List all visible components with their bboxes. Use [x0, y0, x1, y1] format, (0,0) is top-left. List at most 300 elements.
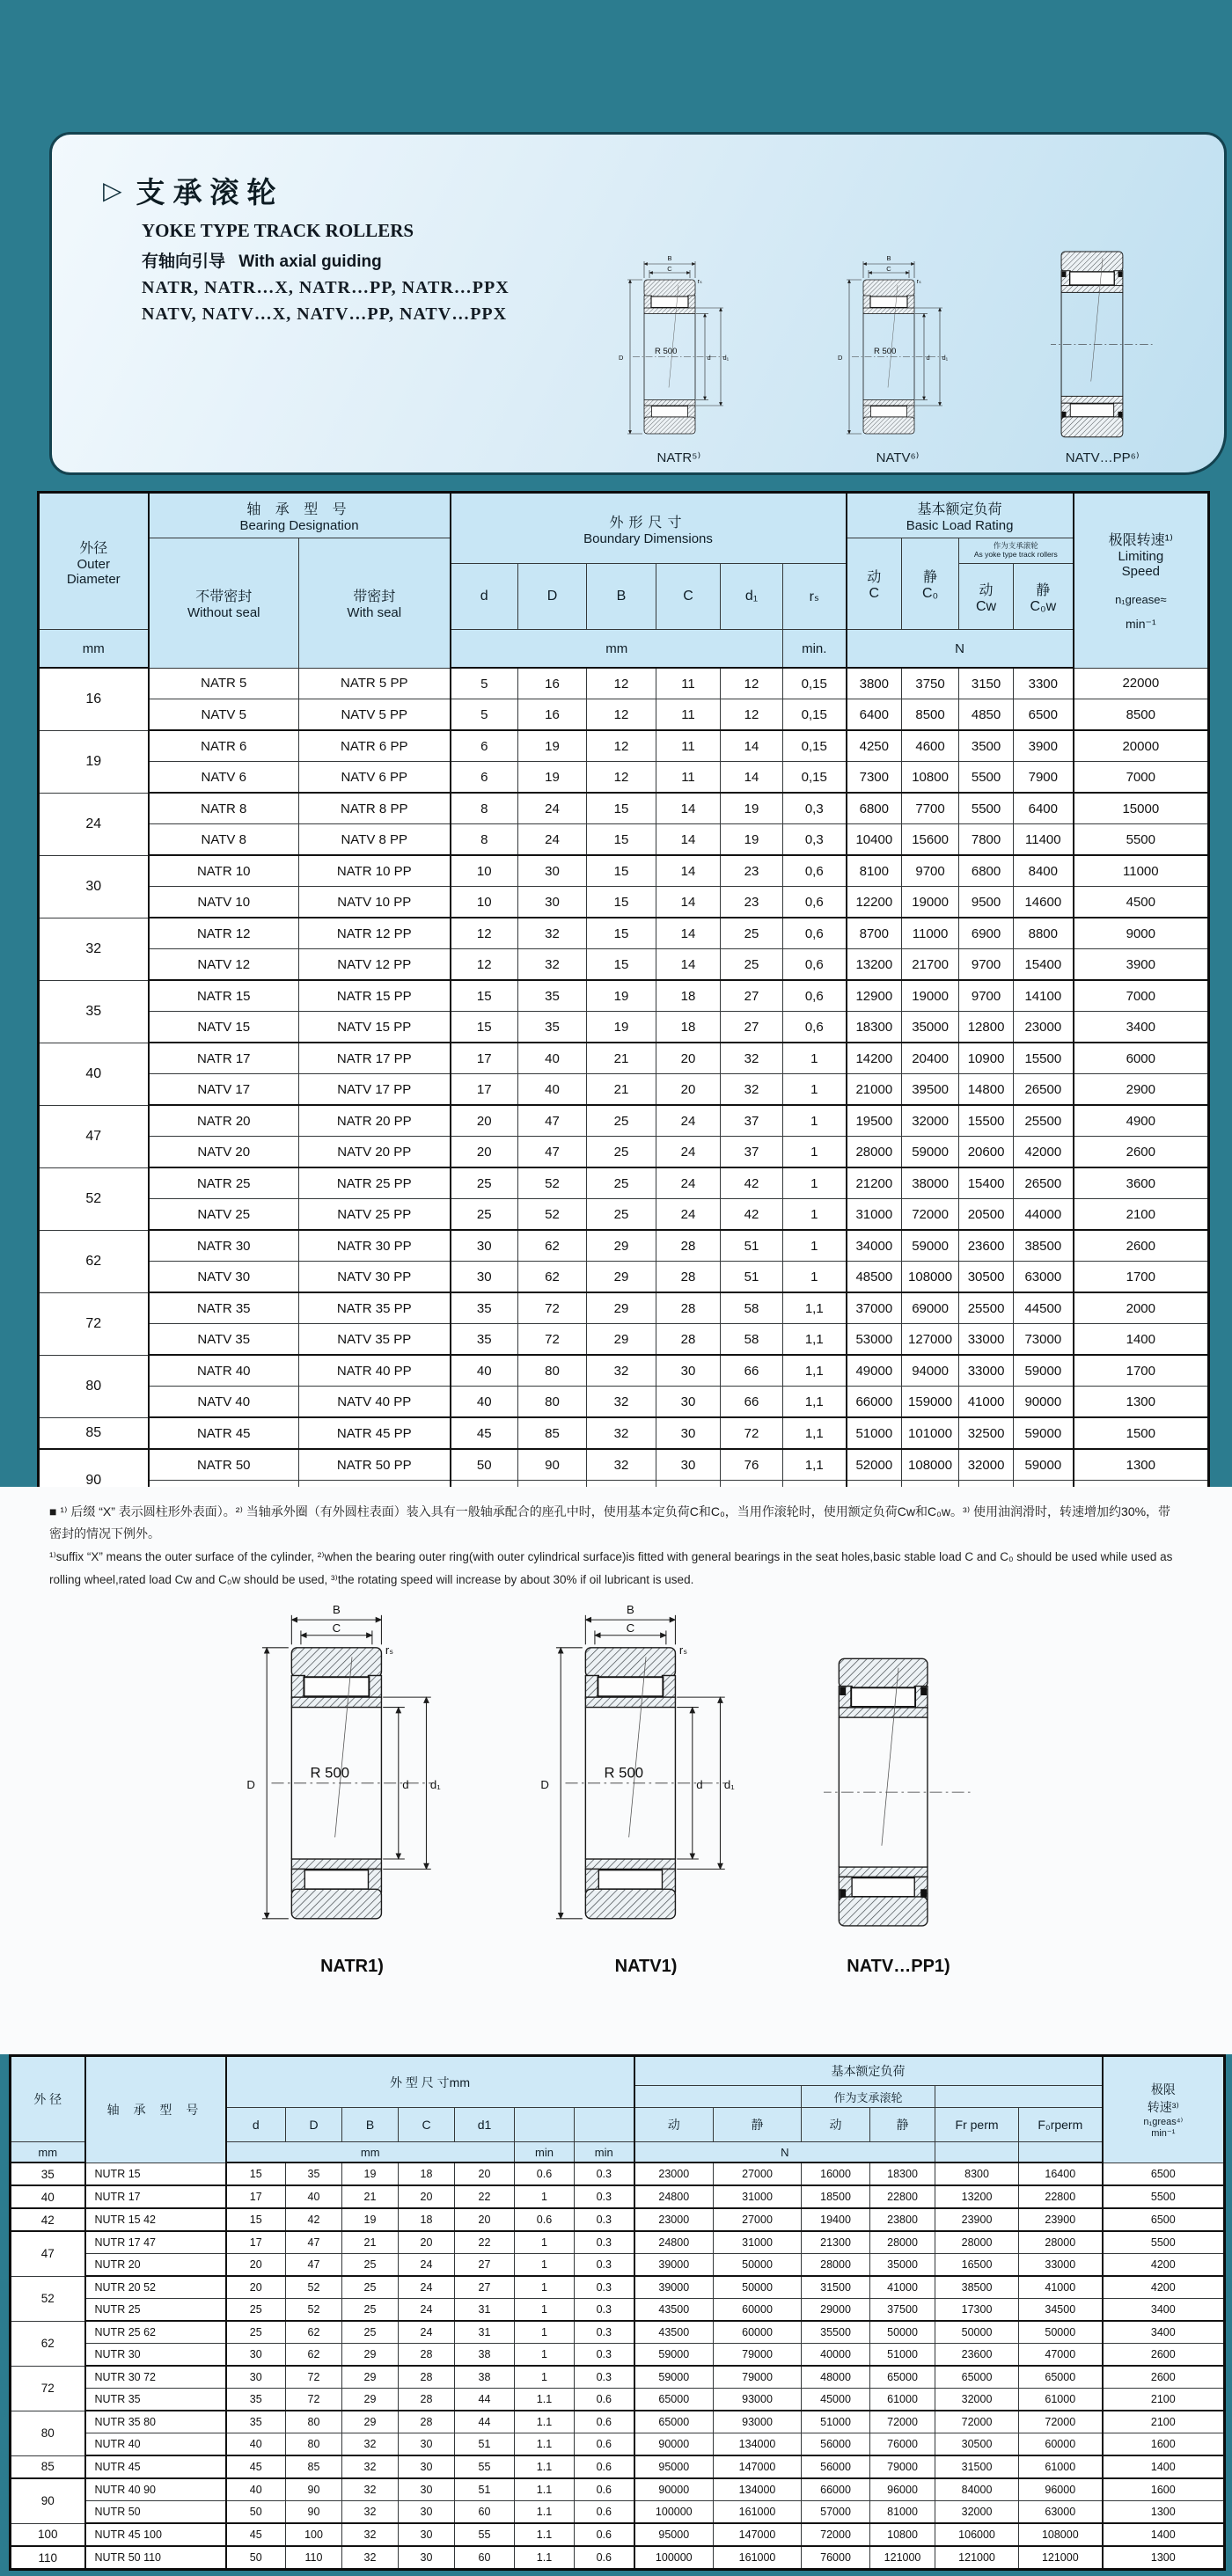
dim-D: 62 [518, 1230, 587, 1262]
dim-d: 40 [226, 2433, 286, 2456]
r1s-min: 0.6 [575, 2523, 634, 2546]
header2-model: 轴 承 型 号 [85, 2056, 226, 2163]
static-load-c0: 93000 [714, 2411, 802, 2433]
dim-B: 15 [587, 949, 656, 981]
static-load-c0: 60000 [714, 2299, 802, 2322]
header-load-dynamic-c [847, 538, 902, 630]
fr-perm: 38500 [935, 2276, 1019, 2299]
dim-B: 25 [342, 2321, 399, 2344]
dim-B: 21 [587, 1074, 656, 1106]
outer-diameter-value: 47 [11, 2231, 85, 2276]
static-load-c0w: 72000 [870, 2411, 935, 2433]
dim-rs: 1,1 [783, 1355, 847, 1387]
table-row [11, 2478, 1225, 2501]
dim-d1: 60 [455, 2501, 515, 2524]
model-without-seal: NATV 17 [149, 1074, 299, 1106]
header-designation-cn: 轴 承 型 号 [246, 502, 352, 517]
dim-d: 5 [451, 668, 518, 699]
header-without-seal-cn: 不带密封 [195, 589, 253, 605]
dim-label-D: D [540, 1777, 549, 1791]
outer-diameter-value: 19 [39, 730, 149, 793]
static-load-c0: 35000 [902, 1012, 959, 1043]
table-row [39, 1355, 1209, 1387]
fr-perm: 23600 [935, 2344, 1019, 2367]
outer-diameter-value: 35 [11, 2163, 85, 2185]
dim-D: 47 [286, 2254, 342, 2277]
fr-perm: 8300 [935, 2163, 1019, 2185]
model-without-seal: NATR 50 [149, 1449, 299, 1481]
static-load-c0: 79000 [714, 2366, 802, 2389]
dim-d: 25 [451, 1167, 518, 1199]
table-row [11, 2455, 1225, 2478]
f0r-perm: 121000 [1019, 2546, 1103, 2570]
f0r-perm: 72000 [1019, 2411, 1103, 2433]
dim-rs: 0,15 [783, 668, 847, 699]
header2-dim-C: C [399, 2108, 455, 2142]
dim-D: 72 [286, 2389, 342, 2411]
dim-d1: 14 [721, 762, 783, 794]
dyn-load-c: 6400 [847, 699, 902, 731]
header-with-seal [299, 538, 451, 669]
static-load-c0w: 51000 [870, 2344, 935, 2367]
r1s-min: 0.6 [575, 2546, 634, 2570]
dyn-load-cw: 40000 [802, 2344, 870, 2367]
dim-label-rs: rₛ [678, 1643, 688, 1657]
empty-header-cell [634, 2086, 802, 2108]
fr-perm: 28000 [935, 2231, 1019, 2254]
dim-d: 10 [451, 887, 518, 918]
dyn-load-c: 7300 [847, 762, 902, 794]
dim-D: 80 [286, 2433, 342, 2456]
dim-B: 12 [587, 668, 656, 699]
header2-st2: 静 [870, 2108, 935, 2142]
dim-d: 20 [226, 2276, 286, 2299]
limiting-speed: 2100 [1103, 2411, 1225, 2433]
static-load-c0: 38000 [902, 1167, 959, 1199]
dim-d: 5 [451, 699, 518, 731]
header2-dims-group: 外 型 尺 寸mm [226, 2056, 634, 2108]
f0r-perm: 63000 [1019, 2501, 1103, 2524]
r1s-min: 0.3 [575, 2299, 634, 2322]
dyn-load-c: 39000 [634, 2254, 714, 2277]
dim-d1: 51 [721, 1230, 783, 1262]
dim-label-d1: d₁ [942, 354, 949, 362]
model-with-seal: NATR 5 PP [299, 668, 451, 699]
static-load-c0w: 8400 [1014, 855, 1074, 887]
dim-label-D: D [837, 354, 843, 362]
dim-d: 40 [451, 1387, 518, 1418]
f0r-perm: 33000 [1019, 2254, 1103, 2277]
dyn-load-cw: 51000 [802, 2411, 870, 2433]
dim-rs: 0,6 [783, 855, 847, 887]
dim-label-d1: d₁ [722, 354, 730, 362]
header2-fr-perm: Fr perm [935, 2108, 1019, 2142]
static-load-c0: 31000 [714, 2231, 802, 2254]
dim-C: 20 [656, 1074, 721, 1106]
static-load-c0: 79000 [714, 2344, 802, 2367]
header2-unit-min2: min [575, 2142, 634, 2163]
dim-D: 47 [518, 1105, 587, 1137]
dim-B: 12 [587, 762, 656, 794]
limiting-speed: 4200 [1103, 2276, 1225, 2299]
model-without-seal: NATV 25 [149, 1199, 299, 1231]
dyn-load-c: 23000 [634, 2208, 714, 2231]
limiting-speed: 20000 [1074, 730, 1209, 762]
outer-diameter-value: 40 [11, 2185, 85, 2208]
dyn-load-cw: 56000 [802, 2433, 870, 2456]
limiting-speed: 9000 [1074, 918, 1209, 949]
r1s-min: 0.6 [575, 2501, 634, 2524]
dim-D: 24 [518, 793, 587, 824]
dim-B: 32 [342, 2433, 399, 2456]
dyn-load-c: 65000 [634, 2411, 714, 2433]
f0r-perm: 47000 [1019, 2344, 1103, 2367]
dim-d1: 37 [721, 1105, 783, 1137]
dim-B: 15 [587, 918, 656, 949]
dim-d: 30 [451, 1230, 518, 1262]
model-with-seal: NATV 40 PP [299, 1387, 451, 1418]
dim-label-C: C [626, 1621, 635, 1635]
dim-B: 29 [587, 1230, 656, 1262]
dyn-load-cw: 32500 [959, 1417, 1014, 1449]
dyn-load-cw: 10900 [959, 1043, 1014, 1074]
model-without-seal: NATV 8 [149, 824, 299, 856]
dim-d: 30 [451, 1262, 518, 1293]
dyn-load-cw: 57000 [802, 2501, 870, 2524]
dim-C: 24 [656, 1199, 721, 1231]
dim-C: 24 [399, 2299, 455, 2322]
static-load-c0: 147000 [714, 2523, 802, 2546]
dim-label-d1: d₁ [429, 1777, 441, 1791]
header2-dim-d: d [226, 2108, 286, 2142]
header-speed-sub: n₁grease≈ [1115, 593, 1167, 607]
model-with-seal: NATR 8 PP [299, 793, 451, 824]
static-load-c0: 101000 [902, 1417, 959, 1449]
dyn-load-c: 19500 [847, 1105, 902, 1137]
model-with-seal: NATR 30 PP [299, 1230, 451, 1262]
dyn-load-cw: 6800 [959, 855, 1014, 887]
dyn-load-cw: 23600 [959, 1230, 1014, 1262]
header-figure-pp [1051, 241, 1155, 465]
header-dim-B: B [587, 564, 656, 630]
outer-diameter-value: 72 [11, 2366, 85, 2411]
dim-D: 72 [518, 1324, 587, 1356]
limiting-speed: 1700 [1074, 1262, 1209, 1293]
rs-min: 1 [515, 2344, 575, 2367]
dim-B: 19 [587, 980, 656, 1012]
table-row [39, 1012, 1209, 1043]
dim-C: 30 [399, 2433, 455, 2456]
static-load-c0w: 61000 [870, 2389, 935, 2411]
dim-rs: 1 [783, 1043, 847, 1074]
header2-unit-n: N [634, 2142, 935, 2163]
header-bearing-designation [149, 493, 451, 538]
dim-label-D: D [246, 1777, 255, 1791]
dim-d1: 22 [455, 2231, 515, 2254]
outer-diameter-value: 32 [39, 918, 149, 980]
dim-d: 17 [451, 1074, 518, 1106]
outer-diameter-value: 16 [39, 668, 149, 730]
dim-C: 18 [399, 2208, 455, 2231]
dim-D: 62 [518, 1262, 587, 1293]
static-load-c0: 15600 [902, 824, 959, 856]
rs-min: 1.1 [515, 2455, 575, 2478]
dim-D: 30 [518, 887, 587, 918]
limiting-speed: 1400 [1074, 1324, 1209, 1356]
table-row [11, 2433, 1225, 2456]
dim-D: 19 [518, 730, 587, 762]
header-without-seal-en: Without seal [187, 605, 260, 621]
static-load-c0w: 10800 [870, 2523, 935, 2546]
model-without-seal: NATR 35 [149, 1292, 299, 1324]
dim-d: 20 [451, 1105, 518, 1137]
static-load-c0w: 6500 [1014, 699, 1074, 731]
dim-label-d: d [926, 354, 930, 362]
rs-min: 1.1 [515, 2411, 575, 2433]
dim-label-d: d [696, 1777, 703, 1791]
model-without-seal: NATR 12 [149, 918, 299, 949]
dim-C: 18 [399, 2163, 455, 2185]
rs-min: 1.1 [515, 2523, 575, 2546]
static-load-c0: 50000 [714, 2276, 802, 2299]
rs-min: 1.1 [515, 2546, 575, 2570]
dim-B: 25 [587, 1105, 656, 1137]
fr-perm: 13200 [935, 2185, 1019, 2208]
bearing-cross-section-natv [530, 1601, 762, 1934]
static-load-c0w: 41000 [870, 2276, 935, 2299]
dim-B: 29 [342, 2389, 399, 2411]
static-load-c0w: 65000 [870, 2366, 935, 2389]
table-row [11, 2276, 1225, 2299]
dim-d1: 14 [721, 730, 783, 762]
empty-header-cell [575, 2108, 634, 2142]
dim-B: 15 [587, 855, 656, 887]
radius-label: R 500 [310, 1764, 350, 1782]
dim-C: 24 [656, 1137, 721, 1168]
dyn-load-c: 90000 [634, 2478, 714, 2501]
dim-B: 32 [342, 2501, 399, 2524]
table-row [11, 2546, 1225, 2570]
dyn-load-cw: 72000 [802, 2523, 870, 2546]
bearing-cross-section-pp [1051, 241, 1155, 443]
table-row [39, 980, 1209, 1012]
dim-rs: 1 [783, 1262, 847, 1293]
r1s-min: 0.6 [575, 2478, 634, 2501]
limiting-speed: 4900 [1074, 1105, 1209, 1137]
dyn-load-cw: 18500 [802, 2185, 870, 2208]
dim-C: 28 [399, 2411, 455, 2433]
dim-d: 8 [451, 793, 518, 824]
r1s-min: 0.3 [575, 2185, 634, 2208]
dim-label-rs: rₛ [697, 277, 703, 285]
header2-speed-cn2: 转速³⁾ [1147, 2099, 1179, 2114]
dim-B: 32 [342, 2523, 399, 2546]
dyn-load-cw: 6900 [959, 918, 1014, 949]
model-with-seal: NATR 25 PP [299, 1167, 451, 1199]
header2-load-group: 基本额定负荷 [634, 2056, 1103, 2086]
main-table [37, 491, 1210, 1513]
dim-C: 24 [656, 1167, 721, 1199]
fr-perm: 16500 [935, 2254, 1019, 2277]
dim-D: 90 [518, 1449, 587, 1481]
model-without-seal: NATV 35 [149, 1324, 299, 1356]
dim-C: 18 [656, 980, 721, 1012]
static-load-c0w: 25500 [1014, 1105, 1074, 1137]
dyn-load-c: 6800 [847, 793, 902, 824]
header-limiting-speed [1074, 493, 1209, 669]
dyn-load-c: 13200 [847, 949, 902, 981]
dyn-load-cw: 41000 [959, 1387, 1014, 1418]
header2-unit-mm: mm [226, 2142, 515, 2163]
dyn-load-c: 8700 [847, 918, 902, 949]
f0r-perm: 61000 [1019, 2455, 1103, 2478]
limiting-speed: 4500 [1074, 887, 1209, 918]
dim-d1: 51 [721, 1262, 783, 1293]
dim-B: 19 [587, 1012, 656, 1043]
dim-d: 25 [451, 1199, 518, 1231]
dim-B: 25 [342, 2254, 399, 2277]
dim-d1: 55 [455, 2523, 515, 2546]
dim-D: 40 [518, 1074, 587, 1106]
r1s-min: 0.3 [575, 2366, 634, 2389]
outer-diameter-value: 90 [39, 1449, 149, 1512]
header-text-block [103, 156, 561, 465]
header2-limiting-speed [1103, 2056, 1225, 2163]
bearing-model: NUTR 20 [85, 2254, 226, 2277]
table-row [11, 2389, 1225, 2411]
dyn-load-cw: 7800 [959, 824, 1014, 856]
dim-B: 25 [342, 2299, 399, 2322]
dyn-load-cw: 12800 [959, 1012, 1014, 1043]
dim-d1: 25 [721, 918, 783, 949]
limiting-speed: 6500 [1103, 2163, 1225, 2185]
limiting-speed: 5500 [1103, 2185, 1225, 2208]
bearing-model: NUTR 30 72 [85, 2366, 226, 2389]
static-load-c0w: 59000 [1014, 1417, 1074, 1449]
dyn-load-cw: 19400 [802, 2208, 870, 2231]
subtitle-en: With axial guiding [238, 252, 382, 271]
outer-diameter-value: 80 [39, 1355, 149, 1417]
static-load-c0: 27000 [714, 2163, 802, 2185]
table-row [39, 1387, 1209, 1418]
outer-diameter-value: 42 [11, 2208, 85, 2231]
header-dim-d1: d₁ [721, 564, 783, 630]
limiting-speed: 3600 [1074, 1167, 1209, 1199]
static-load-c0: 19000 [902, 887, 959, 918]
dim-B: 21 [342, 2231, 399, 2254]
model-without-seal: NATV 12 [149, 949, 299, 981]
dim-D: 47 [286, 2231, 342, 2254]
static-load-c0: 72000 [902, 1199, 959, 1231]
dim-d: 35 [226, 2411, 286, 2433]
dim-C: 14 [656, 793, 721, 824]
dim-B: 32 [587, 1387, 656, 1418]
bearing-model: NUTR 30 [85, 2344, 226, 2367]
header-figure-natr [612, 253, 744, 465]
dim-B: 29 [587, 1292, 656, 1324]
limiting-speed: 7000 [1074, 762, 1209, 794]
bearing-cross-section-pp [824, 1643, 973, 1934]
dyn-load-cw: 5500 [959, 762, 1014, 794]
header2-f0r-perm: F₀rperm [1019, 2108, 1103, 2142]
dim-label-d: d [402, 1777, 409, 1791]
dim-rs: 1,1 [783, 1324, 847, 1356]
model-with-seal: NATV 30 PP [299, 1262, 451, 1293]
model-without-seal: NATR 30 [149, 1230, 299, 1262]
dim-d1: 20 [455, 2208, 515, 2231]
limiting-speed: 1500 [1074, 1417, 1209, 1449]
model-without-seal: NATR 6 [149, 730, 299, 762]
dyn-load-c: 53000 [847, 1324, 902, 1356]
dim-rs: 1 [783, 1137, 847, 1168]
dyn-load-c: 3800 [847, 668, 902, 699]
dim-D: 35 [518, 980, 587, 1012]
dim-d1: 44 [455, 2411, 515, 2433]
dim-d: 8 [451, 824, 518, 856]
header-dyn2-cn: 动 [979, 582, 994, 598]
dim-d: 50 [226, 2501, 286, 2524]
header2-speed-cn1: 极限 [1150, 2082, 1176, 2097]
dim-d: 15 [226, 2163, 286, 2185]
dim-D: 100 [286, 2523, 342, 2546]
dyn-load-cw: 15500 [959, 1105, 1014, 1137]
dim-d1: 72 [721, 1417, 783, 1449]
header-designation-en: Bearing Designation [239, 518, 359, 533]
static-load-c0: 31000 [714, 2185, 802, 2208]
f0r-perm: 108000 [1019, 2523, 1103, 2546]
static-load-c0w: 3900 [1014, 730, 1074, 762]
dim-C: 30 [656, 1387, 721, 1418]
rs-min: 1.1 [515, 2433, 575, 2456]
f0r-perm: 28000 [1019, 2231, 1103, 2254]
mid-figure-natv [530, 1601, 762, 1977]
header-unit-n: N [847, 630, 1074, 669]
dim-C: 11 [656, 730, 721, 762]
dim-B: 19 [342, 2208, 399, 2231]
dyn-load-c: 49000 [847, 1355, 902, 1387]
rs-min: 0.6 [515, 2208, 575, 2231]
dim-d1: 31 [455, 2321, 515, 2344]
static-load-c0: 69000 [902, 1292, 959, 1324]
dyn-load-c: 95000 [634, 2523, 714, 2546]
limiting-speed: 3400 [1103, 2321, 1225, 2344]
limiting-speed: 15000 [1074, 793, 1209, 824]
r1s-min: 0.3 [575, 2276, 634, 2299]
dimension-diagrams [0, 1601, 1232, 1977]
header-unit-mm: mm [451, 630, 783, 669]
dim-d1: 31 [455, 2299, 515, 2322]
static-load-c0w: 79000 [870, 2455, 935, 2478]
header-with-seal-en: With seal [347, 605, 402, 621]
dim-d: 30 [226, 2344, 286, 2367]
dyn-load-c: 24800 [634, 2231, 714, 2254]
dim-d: 35 [226, 2389, 286, 2411]
dim-C: 11 [656, 668, 721, 699]
static-load-c0w: 76000 [870, 2433, 935, 2456]
dim-d: 35 [451, 1324, 518, 1356]
dim-C: 20 [399, 2185, 455, 2208]
dim-D: 62 [286, 2321, 342, 2344]
dim-B: 32 [587, 1417, 656, 1449]
dim-d: 50 [451, 1449, 518, 1481]
outer-diameter-value: 85 [11, 2455, 85, 2478]
dim-d: 45 [451, 1417, 518, 1449]
dyn-load-cw: 48000 [802, 2366, 870, 2389]
dim-B: 21 [587, 1043, 656, 1074]
static-load-c0w: 26500 [1014, 1074, 1074, 1106]
static-load-c0: 3750 [902, 668, 959, 699]
header-od-en2: Diameter [66, 571, 121, 587]
